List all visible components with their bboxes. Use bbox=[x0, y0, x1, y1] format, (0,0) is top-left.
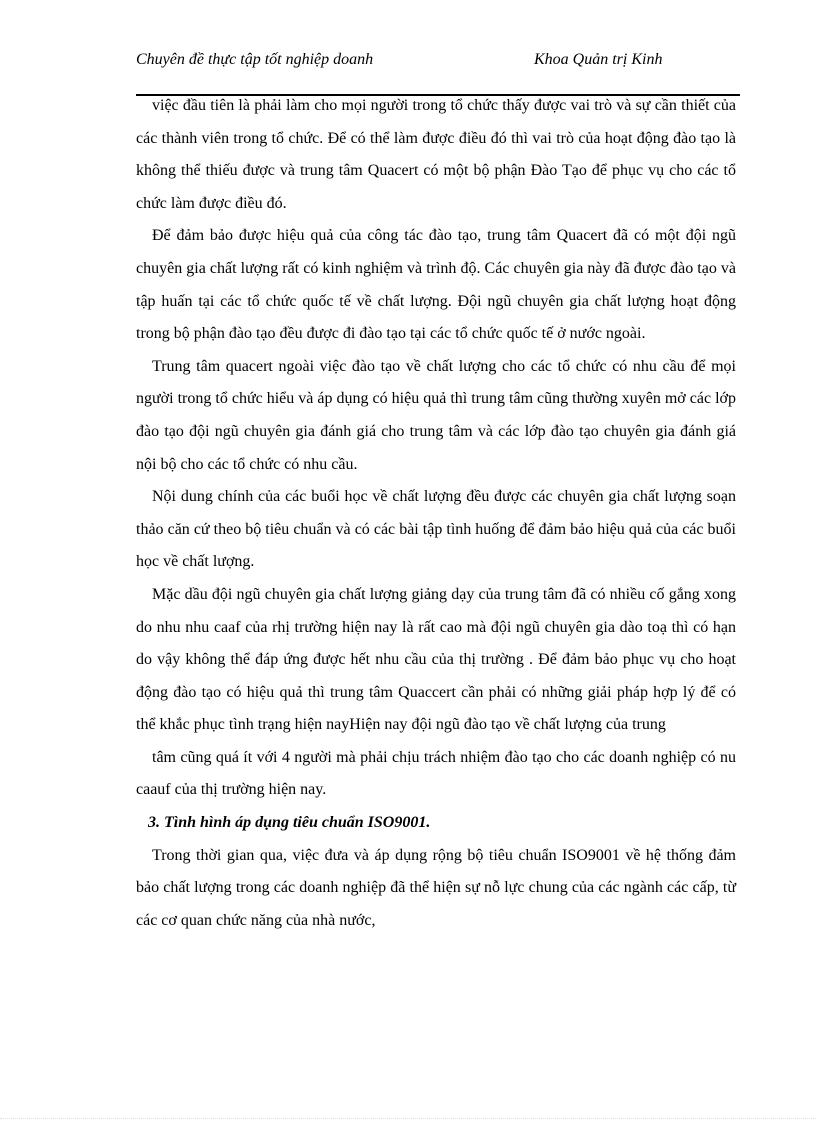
paragraph-2: Để đảm bảo được hiệu quả của công tác đào tạo, trung tâm Quacert đã có một đội ngũ chuyên gia chất lượng rất có kinh nghiệm và trình độ. Các chuyên gia này đã được đào tạo và tập huấn tại các tổ chức quốc tế về chất lượng. Đội ngũ chuyên gia chất lượng hoạt động trong bộ phận đào tạo đều được đi đào tạo tại các tổ chức quốc tế ở nước ngoài. bbox=[136, 227, 736, 343]
section-heading: 3. Tình hình áp dụng tiêu chuẩn ISO9001. bbox=[148, 814, 431, 832]
header-document-type: Chuyên đề thực tập tốt nghiệp doanh bbox=[136, 51, 374, 68]
document-body bbox=[136, 90, 736, 937]
paragraph-4: Nội dung chính của các buổi học về chất lượng đều được các chuyên gia chất lượng soạn thảo căn cứ theo bộ tiêu chuẩn và có các bài tập tình huống để đảm bảo hiệu quả của các buổi học về chất lượng. bbox=[136, 488, 736, 571]
page-bottom-divider bbox=[0, 1118, 816, 1119]
paragraph-3: Trung tâm quacert ngoài việc đào tạo về chất lượng cho các tổ chức có nhu cầu để mọi người trong tổ chức hiểu và áp dụng có hiệu quả thì trung tâm cũng thường xuyên mở các lớp đào tạo đội ngũ chuyên gia đánh giá cho trung tâm và các lớp đào tạo chuyên gia đánh giá nội bộ cho các tổ chức có nhu cầu. bbox=[136, 357, 736, 473]
paragraph-7: Trong thời gian qua, việc đưa và áp dụng rộng bộ tiêu chuẩn ISO9001 về hệ thống đảm bảo chất lượng trong các doanh nghiệp đã thể hiện sự nỗ lực chung của các ngành các cấp, từ các cơ quan chức năng của nhà nước, bbox=[136, 846, 736, 929]
paragraph-6: tâm cũng quá ít với 4 người mà phải chịu trách nhiệm đào tạo cho các doanh nghiệp có nu caauf của thị trường hiện nay. bbox=[136, 748, 736, 799]
paragraph-5: Mặc dầu đội ngũ chuyên gia chất lượng giảng dạy của trung tâm đã có nhiều cố gắng xong do nhu nhu caaf của rhị trường hiện nay là rất cao mà đội ngũ chuyên gia dào toạ thì có hạn do vậy không thể đáp ứng được hết nhu cầu của thị trường . Để đảm bảo phục vụ cho hoạt động đào tạo có hiệu quả thì trung tâm Quaccert cần phải có những giải pháp hợp lý để có thể khắc phục tình trạng hiện nayHiện nay đội ngũ đào tạo về chất lượng của trung bbox=[136, 585, 736, 734]
header-faculty: Khoa Quản trị Kinh bbox=[534, 51, 663, 68]
paragraph-1: việc đầu tiên là phải làm cho mọi người trong tổ chức thấy được vai trò và sự cần thiết của các thành viên trong tổ chức. Để có thể làm được điều đó thì vai trò của hoạt động đào tạo là không thể thiếu được và trung tâm Quacert có một bộ phận Đào Tạo để phục vụ cho các tổ chức làm được điều đó. bbox=[136, 97, 736, 212]
